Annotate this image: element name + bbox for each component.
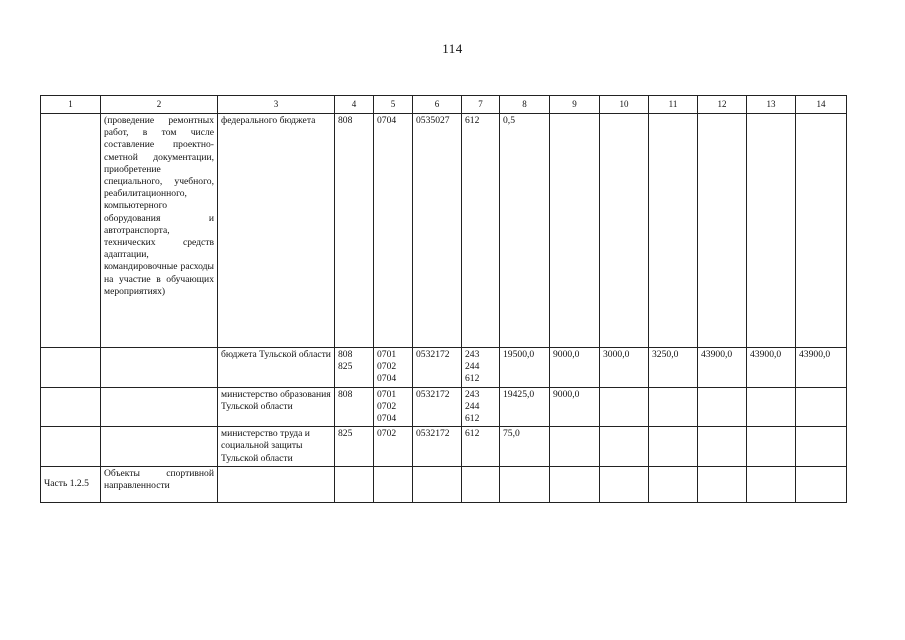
table-cell <box>698 466 747 502</box>
table-cell <box>649 114 698 348</box>
table-cell: 0532172 <box>413 348 462 388</box>
description-cell: (проведение ремонтных работ, в том числе составление проектно-сметной документации, приобретение специального, учебного, реабилитационного, компьютерного оборудования и автотранспорта, технических средств адаптации, командировочные расходы на участие в обучающих мероприятиях) <box>101 114 218 348</box>
table-cell <box>500 466 550 502</box>
table-cell <box>41 387 101 427</box>
table-cell: 43900,0 <box>747 348 796 388</box>
table-cell <box>649 466 698 502</box>
table-cell: 0,5 <box>500 114 550 348</box>
table-cell <box>462 466 500 502</box>
table-cell <box>600 114 649 348</box>
table-cell <box>698 114 747 348</box>
table-cell: 19500,0 <box>500 348 550 388</box>
table-cell <box>218 466 335 502</box>
table-cell <box>41 348 101 388</box>
table-cell <box>335 466 374 502</box>
header-cell: 4 <box>335 96 374 114</box>
header-cell: 10 <box>600 96 649 114</box>
table-cell <box>796 387 847 427</box>
table-row <box>41 466 847 502</box>
table-cell: 3250,0 <box>649 348 698 388</box>
table-cell: 3000,0 <box>600 348 649 388</box>
table-cell <box>41 114 101 348</box>
table-cell <box>41 427 101 467</box>
table-cell: 0702 <box>374 427 413 467</box>
header-cell: 13 <box>747 96 796 114</box>
header-cell: 6 <box>413 96 462 114</box>
table-cell: 808 <box>335 387 374 427</box>
table-cell: 612 <box>462 114 500 348</box>
table-cell: 243 244 612 <box>462 348 500 388</box>
table-cell <box>796 114 847 348</box>
section-title-cell: Объекты спортивной направленности <box>101 466 218 502</box>
table-cell: 0532172 <box>413 387 462 427</box>
table-cell: 9000,0 <box>550 387 600 427</box>
source-cell: бюджета Тульской области <box>218 348 335 388</box>
table-cell: 243 244 612 <box>462 387 500 427</box>
table-cell: 43900,0 <box>698 348 747 388</box>
header-row <box>41 96 847 114</box>
table-row <box>41 348 847 388</box>
source-cell: министерство образования Тульской области <box>218 387 335 427</box>
header-cell: 8 <box>500 96 550 114</box>
table-cell <box>550 114 600 348</box>
table-cell <box>600 466 649 502</box>
table-cell <box>600 387 649 427</box>
table-cell <box>747 427 796 467</box>
table-cell <box>413 466 462 502</box>
table-cell: 19425,0 <box>500 387 550 427</box>
table-cell: 0532172 <box>413 427 462 467</box>
header-cell: 12 <box>698 96 747 114</box>
table-row <box>41 427 847 467</box>
budget-table <box>40 95 847 503</box>
table-cell <box>796 466 847 502</box>
table-cell: 9000,0 <box>550 348 600 388</box>
header-cell: 3 <box>218 96 335 114</box>
table-cell: 43900,0 <box>796 348 847 388</box>
table-cell <box>101 348 218 388</box>
table-cell: 0704 <box>374 114 413 348</box>
page-number: 114 <box>442 41 463 56</box>
table-cell <box>698 427 747 467</box>
table-cell <box>747 387 796 427</box>
table-cell: 0701 0702 0704 <box>374 348 413 388</box>
table-cell <box>550 466 600 502</box>
source-cell: федерального бюджета <box>218 114 335 348</box>
header-cell: 7 <box>462 96 500 114</box>
header-cell: 9 <box>550 96 600 114</box>
table-cell <box>649 387 698 427</box>
table-cell: 612 <box>462 427 500 467</box>
table-cell <box>649 427 698 467</box>
table-cell: 808 825 <box>335 348 374 388</box>
table-cell: 808 <box>335 114 374 348</box>
table-cell <box>550 427 600 467</box>
header-cell: 11 <box>649 96 698 114</box>
header-cell: 14 <box>796 96 847 114</box>
table-cell <box>101 387 218 427</box>
table-cell <box>747 114 796 348</box>
source-cell: министерство труда и социальной защиты Тульской области <box>218 427 335 467</box>
table-cell <box>698 387 747 427</box>
table-cell: 0701 0702 0704 <box>374 387 413 427</box>
header-cell: 2 <box>101 96 218 114</box>
section-number-cell: Часть 1.2.5 <box>41 466 101 502</box>
table-cell <box>796 427 847 467</box>
table-row <box>41 114 847 348</box>
table-cell <box>101 427 218 467</box>
table-cell <box>600 427 649 467</box>
table-cell: 75,0 <box>500 427 550 467</box>
header-cell: 5 <box>374 96 413 114</box>
table-row <box>41 387 847 427</box>
table-cell <box>747 466 796 502</box>
table-cell <box>374 466 413 502</box>
table-cell: 0535027 <box>413 114 462 348</box>
header-cell: 1 <box>41 96 101 114</box>
table-cell: 825 <box>335 427 374 467</box>
